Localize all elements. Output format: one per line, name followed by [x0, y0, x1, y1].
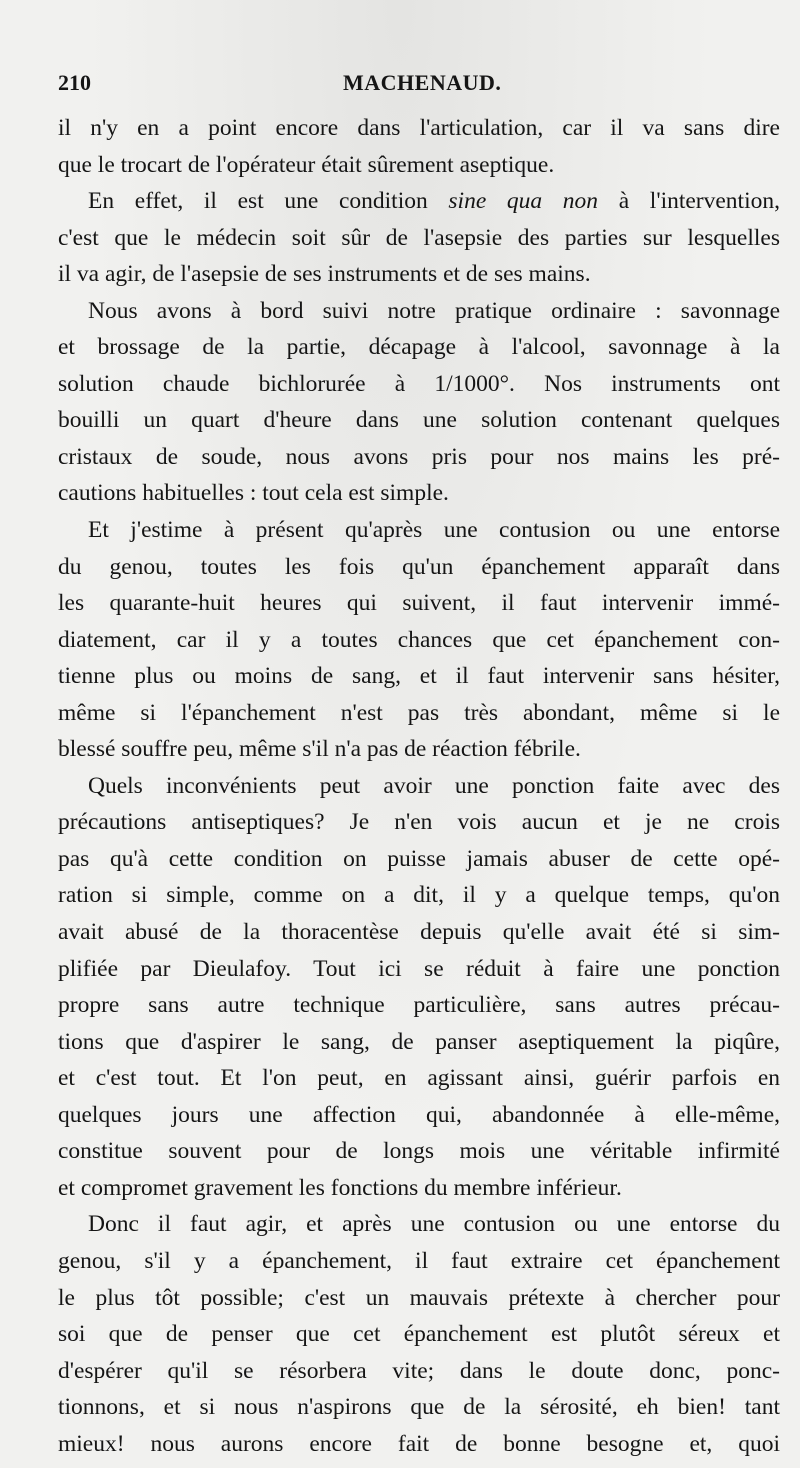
text-line: les quarante-huit heures qui suivent, il faut intervenir immé- [58, 590, 780, 617]
running-title: MACHENAUD. [343, 70, 502, 95]
text-line: Quels inconvénients peut avoir une ponction faite avec des [88, 772, 780, 799]
text-line: tienne plus ou moins de sang, et il faut intervenir sans hésiter, [58, 663, 780, 690]
text-line: Nous avons à bord suivi notre pratique ordinaire : savonnage [88, 297, 780, 324]
text-line: le plus tôt possible; c'est un mauvais prétexte à chercher pour [58, 1284, 780, 1311]
text-line: Donc il faut agir, et après une contusion ou une entorse du [88, 1211, 780, 1238]
text-line: précautions antiseptiques? Je n'en vois aucun et je ne crois [58, 809, 780, 836]
text-line: pas qu'à cette condition on puisse jamais abuser de cette opé- [58, 845, 780, 872]
text-line: ration si simple, comme on a dit, il y a quelque temps, qu'on [58, 882, 780, 909]
text-line: quelques jours une affection qui, abandonnée à elle-même, [58, 1101, 780, 1128]
text-line: du genou, toutes les fois qu'un épanchement apparaît dans [58, 553, 780, 580]
body-text [58, 110, 780, 1462]
text-line: et c'est tout. Et l'on peut, en agissant ainsi, guérir parfois en [58, 1065, 780, 1092]
text-line: c'est que le médecin soit sûr de l'asepsie des parties sur lesquelles [58, 224, 780, 251]
text-line: d'espérer qu'il se résorbera vite; dans le doute donc, ponc- [58, 1357, 780, 1384]
text-line: il va agir, de l'asepsie de ses instruments et de ses mains. [58, 261, 591, 288]
text-line: que le trocart de l'opérateur était sûrement aseptique. [58, 151, 555, 178]
text-line: diatement, car il y a toutes chances que cet épanchement con- [58, 626, 780, 653]
text-line: et compromet gravement les fonctions du membre inférieur. [58, 1174, 622, 1201]
text-line: constitue souvent pour de longs mois une véritable infirmité [58, 1138, 780, 1165]
text-line: il n'y en a point encore dans l'articulation, car il va sans dire [58, 115, 780, 141]
text-line: même si l'épanchement n'est pas très abondant, même si le [58, 699, 780, 726]
running-head [58, 70, 788, 102]
text-line: avait abusé de la thoracentèse depuis qu'elle avait été si sim- [58, 919, 780, 946]
text-line: propre sans autre technique particulière, sans autres précau- [58, 992, 780, 1019]
text-line: Et j'estime à présent qu'après une contusion ou une entorse [88, 517, 780, 544]
text-line: tionnons, et si nous n'aspirons que de la sérosité, eh bien! tant [58, 1394, 780, 1421]
text-line: bouilli un quart d'heure dans une solution contenant quelques [58, 407, 780, 434]
text-line: cautions habituelles : tout cela est simple. [58, 480, 449, 507]
text-line: mieux! nous aurons encore fait de bonne besogne et, quoi [58, 1430, 780, 1457]
text-line: et brossage de la partie, décapage à l'alcool, savonnage à la [58, 334, 780, 361]
text-line: En effet, il est une condition sine qua non à l'intervention, [88, 188, 780, 215]
text-line: cristaux de soude, nous avons pris pour nos mains les pré- [58, 443, 780, 470]
text-line: soi que de penser que cet épanchement est plutôt séreux et [58, 1321, 780, 1348]
text-line: tions que d'aspirer le sang, de panser aseptiquement la piqûre, [58, 1028, 780, 1055]
page-number: 210 [58, 70, 91, 95]
text-line: solution chaude bichlorurée à 1/1000°. Nos instruments ont [58, 370, 780, 397]
text-line: genou, s'il y a épanchement, il faut extraire cet épanchement [58, 1247, 780, 1274]
text-line: plifiée par Dieulafoy. Tout ici se réduit à faire une ponction [58, 955, 780, 982]
latin-phrase: sine qua non [448, 188, 599, 215]
text-line: blessé souffre peu, même s'il n'a pas de réaction fébrile. [58, 736, 581, 763]
